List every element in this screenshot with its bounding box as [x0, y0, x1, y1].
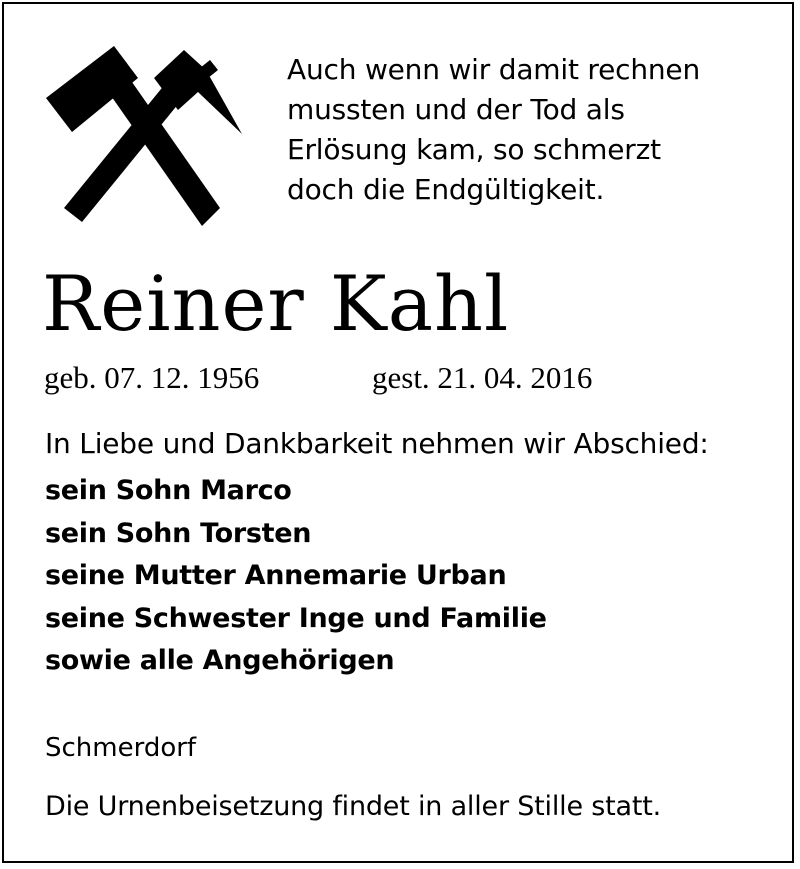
mourner-entry: seine Schwester Inge und Familie	[45, 602, 547, 634]
death-date: gest. 21. 04. 2016	[372, 360, 593, 395]
farewell-intro: In Liebe und Dankbarkeit nehmen wir Abschied:	[45, 427, 709, 460]
mourner-entry: sowie alle Angehörigen	[45, 645, 395, 676]
mourner-entry: seine Mutter Annemarie Urban	[45, 560, 507, 591]
mourners-list	[45, 470, 547, 683]
quote-line: Auch wenn wir damit rechnen	[287, 53, 701, 86]
quote-line: Erlösung kam, so schmerzt	[287, 133, 661, 166]
burial-note: Die Urnenbeisetzung findet in aller Stille statt.	[45, 791, 661, 822]
quote-block	[287, 50, 767, 210]
place-name: Schmerdorf	[45, 733, 197, 763]
mourner-entry: sein Sohn Marco	[45, 475, 292, 506]
deceased-name: Reiner Kahl	[42, 259, 510, 348]
life-dates	[44, 360, 592, 396]
quote-line: doch die Endgültigkeit.	[287, 173, 605, 206]
mourner-entry: sein Sohn Torsten	[45, 517, 312, 549]
crossed-hammers-icon	[38, 40, 250, 226]
birth-date: geb. 07. 12. 1956	[44, 360, 260, 395]
quote-line: mussten und der Tod als	[287, 93, 625, 126]
